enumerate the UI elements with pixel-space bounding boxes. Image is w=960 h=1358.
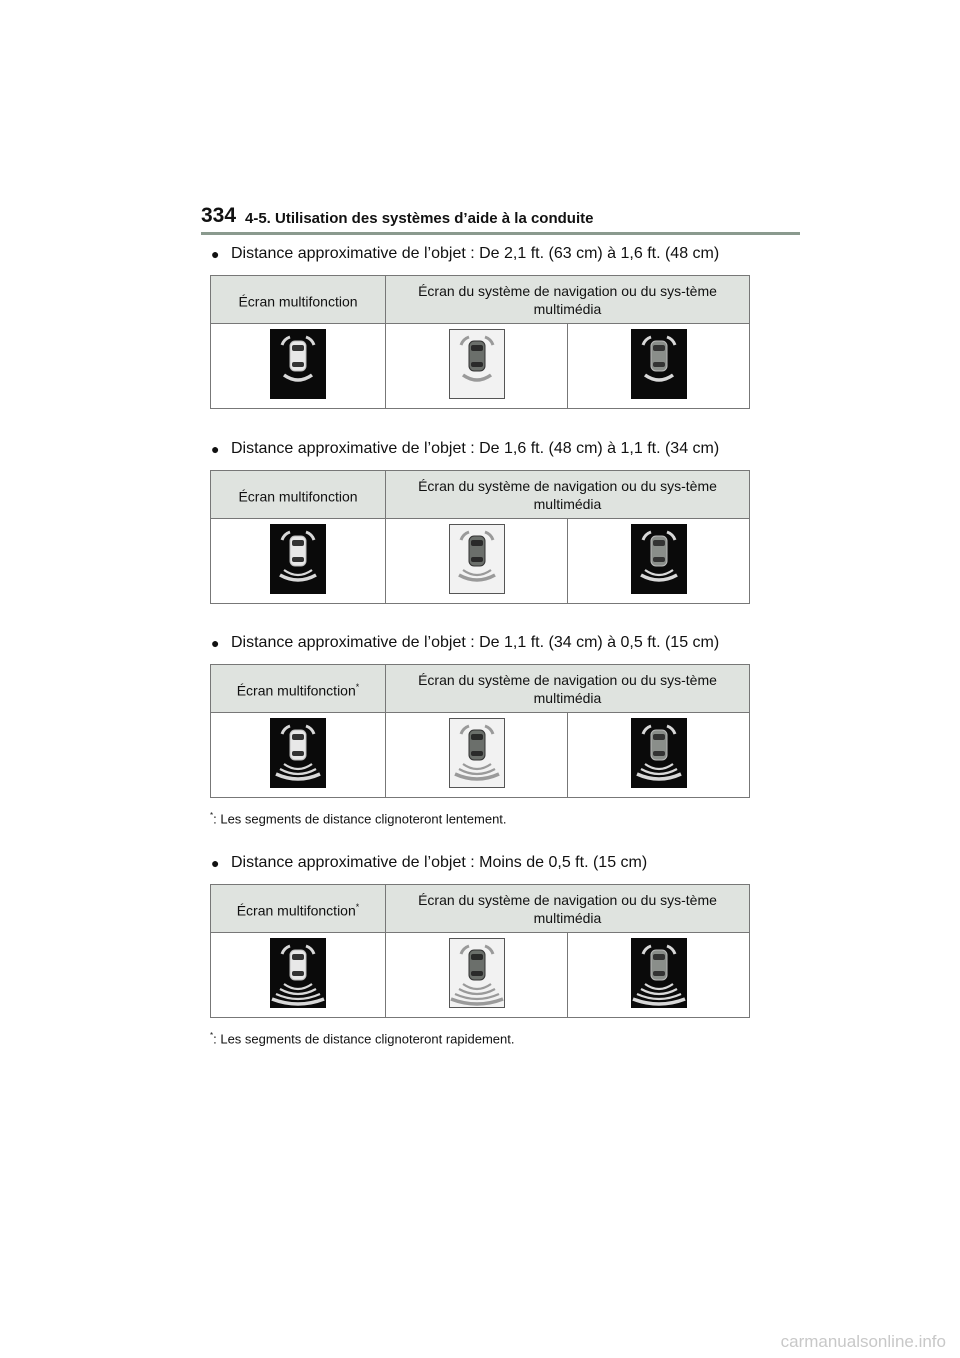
nav-display-image-light [386, 324, 568, 409]
multi-info-sensor-image [270, 938, 326, 1008]
nav-display-image-light [386, 933, 568, 1018]
nav-light-sensor-image [449, 938, 505, 1008]
distance-bullet [210, 243, 750, 265]
multi-info-display-image [211, 713, 386, 798]
nav-display-image-dark [568, 933, 750, 1018]
distance-bullet [210, 632, 750, 654]
footnote: *: Les segments de distance clignoteront rapidement. [210, 1031, 515, 1047]
distance-text: Distance approximative de l’objet : De 1,6 ft. (48 cm) à 1,1 ft. (34 cm) [231, 440, 720, 457]
bullet-dot-icon: ● [211, 246, 220, 262]
distance-text: Distance approximative de l’objet : De 1,1 ft. (34 cm) à 0,5 ft. (15 cm) [231, 634, 720, 651]
multi-info-sensor-image [270, 329, 326, 399]
nav-light-sensor-image [449, 718, 505, 788]
multi-info-display-image [211, 324, 386, 409]
chapter-title: 4-5. Utilisation des systèmes d’aide à la conduite [245, 210, 594, 227]
page-number: 334 [201, 204, 237, 227]
distance-section-3 [210, 632, 750, 827]
distance-section-1 [210, 243, 750, 409]
nav-dark-sensor-image [631, 938, 687, 1008]
multi-info-header: Écran multifonction* [211, 665, 386, 713]
nav-light-sensor-image [449, 329, 505, 399]
nav-display-image-dark [568, 519, 750, 604]
multi-info-sensor-image [270, 718, 326, 788]
display-table [210, 275, 750, 409]
display-table [210, 884, 750, 1018]
header-rule [201, 232, 800, 235]
nav-dark-sensor-image [631, 329, 687, 399]
watermark: carmanualsonline.info [780, 1332, 946, 1351]
distance-bullet [210, 852, 750, 874]
nav-header: Écran du système de navigation ou du sys-tème multimédia [386, 665, 750, 713]
distance-text: Distance approximative de l’objet : Moins de 0,5 ft. (15 cm) [231, 854, 648, 871]
distance-text: Distance approximative de l’objet : De 2,1 ft. (63 cm) à 1,6 ft. (48 cm) [231, 245, 720, 262]
display-table [210, 470, 750, 604]
multi-info-header: Écran multifonction* [211, 885, 386, 933]
nav-display-image-light [386, 713, 568, 798]
nav-light-sensor-image [449, 524, 505, 594]
distance-bullet [210, 438, 750, 460]
nav-display-image-light [386, 519, 568, 604]
multi-info-display-image [211, 933, 386, 1018]
bullet-dot-icon: ● [211, 441, 220, 457]
bullet-dot-icon: ● [211, 855, 220, 871]
distance-section-4 [210, 852, 750, 1047]
nav-header: Écran du système de navigation ou du sys-tème multimédia [386, 276, 750, 324]
footnote: *: Les segments de distance clignoteront lentement. [210, 811, 507, 827]
nav-header: Écran du système de navigation ou du sys-tème multimédia [386, 885, 750, 933]
multi-info-display-image [211, 519, 386, 604]
nav-display-image-dark [568, 713, 750, 798]
multi-info-header: Écran multifonction [211, 471, 386, 519]
display-table [210, 664, 750, 798]
nav-dark-sensor-image [631, 718, 687, 788]
multi-info-header: Écran multifonction [211, 276, 386, 324]
distance-section-2 [210, 438, 750, 604]
multi-info-sensor-image [270, 524, 326, 594]
nav-display-image-dark [568, 324, 750, 409]
nav-dark-sensor-image [631, 524, 687, 594]
nav-header: Écran du système de navigation ou du sys-tème multimédia [386, 471, 750, 519]
bullet-dot-icon: ● [211, 635, 220, 651]
